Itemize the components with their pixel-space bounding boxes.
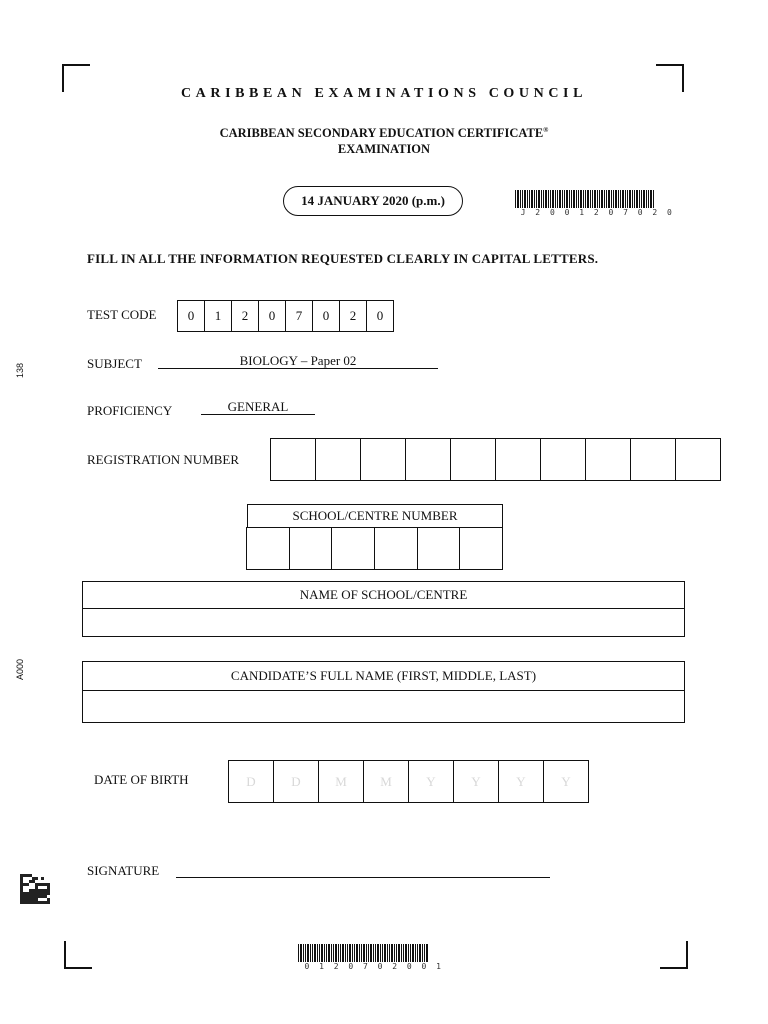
dob-cell[interactable]: M (363, 760, 409, 803)
candidate-name-box (82, 661, 685, 723)
test-code-digit: 0 (366, 300, 394, 332)
dob-cell[interactable]: Y (408, 760, 454, 803)
dob-cell[interactable]: Y (453, 760, 499, 803)
barcode-bar (643, 190, 645, 208)
school-name-box (82, 581, 685, 637)
barcode-bar (394, 944, 395, 962)
barcode-bar (422, 944, 423, 962)
barcode-bar (387, 944, 388, 962)
test-code-boxes (178, 300, 394, 332)
barcode-bar (650, 190, 652, 208)
barcode-bar (585, 190, 586, 208)
signature-label: SIGNATURE (87, 863, 160, 878)
school-centre-number-cell[interactable] (374, 527, 418, 570)
barcode-bar (314, 944, 316, 962)
barcode-bar (412, 944, 414, 962)
barcode-bar (583, 190, 584, 208)
barcode-bar (615, 190, 617, 208)
date-of-birth-boxes[interactable] (229, 760, 589, 803)
barcode-bar (305, 944, 306, 962)
exam-date-badge: 14 JANUARY 2020 (p.m.) (283, 186, 463, 216)
crop-mark-bottom-left (64, 941, 92, 969)
test-code-digit: 0 (312, 300, 340, 332)
barcode-bar (646, 190, 647, 208)
school-centre-number-label: SCHOOL/CENTRE NUMBER (247, 504, 503, 527)
barcode-bar (571, 190, 572, 208)
barcode-bar (590, 190, 591, 208)
barcode-bar (380, 944, 381, 962)
data-matrix-code (20, 874, 50, 904)
dob-cell[interactable]: M (318, 760, 364, 803)
barcode-bar (562, 190, 563, 208)
top-barcode-text: J 2 0 0 1 2 0 7 0 2 0 (520, 208, 675, 217)
subject-label: SUBJECT (87, 356, 142, 371)
date-of-birth-label: DATE OF BIRTH (94, 772, 189, 787)
barcode-bar (389, 944, 390, 962)
barcode-bar (620, 190, 621, 208)
candidate-name-label: CANDIDATE’S FULL NAME (FIRST, MIDDLE, LAST) (83, 662, 684, 691)
school-centre-number-cells[interactable] (247, 527, 503, 570)
barcode-bar (632, 190, 633, 208)
barcode-bar (359, 944, 360, 962)
barcode-bar (566, 190, 568, 208)
registration-number-cell[interactable] (270, 438, 316, 481)
school-centre-number-cell[interactable] (459, 527, 503, 570)
barcode-bar (534, 190, 535, 208)
barcode-bar (338, 944, 339, 962)
dob-cell[interactable]: D (273, 760, 319, 803)
barcode-bar (398, 944, 400, 962)
barcode-bar (576, 190, 577, 208)
test-code-digit: 0 (177, 300, 205, 332)
barcode-bar (636, 190, 638, 208)
barcode-bar (578, 190, 579, 208)
barcode-bar (303, 944, 304, 962)
crop-mark-bottom-right (660, 941, 688, 969)
registration-number-cell[interactable] (405, 438, 451, 481)
barcode-bar (569, 190, 570, 208)
test-code-digit: 7 (285, 300, 313, 332)
barcode-bar (424, 944, 425, 962)
barcode-bar (347, 944, 348, 962)
barcode-bar (300, 944, 302, 962)
test-code-digit: 2 (339, 300, 367, 332)
barcode-bar (333, 944, 334, 962)
registration-number-cell[interactable] (360, 438, 406, 481)
barcode-bar (345, 944, 346, 962)
bottom-barcode-text: 0 1 2 0 7 0 2 0 0 1 (304, 962, 444, 971)
barcode-bar (634, 190, 635, 208)
barcode-bar (298, 944, 299, 962)
barcode-bar (328, 944, 330, 962)
barcode-bar (604, 190, 605, 208)
dob-cell[interactable]: D (228, 760, 274, 803)
registration-number-cell[interactable] (450, 438, 496, 481)
margin-form-code: A000 (15, 658, 25, 680)
school-name-field[interactable] (83, 609, 684, 635)
margin-page-code: 138 (15, 362, 25, 378)
barcode-bar (324, 944, 325, 962)
barcode-bar (426, 944, 428, 962)
barcode-bar (641, 190, 642, 208)
barcode-bar (639, 190, 640, 208)
test-code-digit: 1 (204, 300, 232, 332)
top-barcode (515, 190, 680, 217)
barcode-bar (601, 190, 603, 208)
barcode-bar (538, 190, 540, 208)
barcode-bar (648, 190, 649, 208)
barcode-bar (391, 944, 393, 962)
barcode-bar (606, 190, 607, 208)
barcode-bar (629, 190, 631, 208)
instruction-text: FILL IN ALL THE INFORMATION REQUESTED CLEARLY IN CAPITAL LETTERS. (87, 251, 599, 266)
barcode-bar (653, 190, 654, 208)
test-code-digit: 2 (231, 300, 259, 332)
barcode-bar (382, 944, 383, 962)
barcode-bar (594, 190, 596, 208)
barcode-bar (618, 190, 619, 208)
barcode-bar (361, 944, 362, 962)
barcode-bar (559, 190, 561, 208)
barcode-bar (312, 944, 313, 962)
barcode-bar (520, 190, 521, 208)
barcode-bar (410, 944, 411, 962)
barcode-bar (419, 944, 421, 962)
barcode-bar (529, 190, 530, 208)
barcode-bar (342, 944, 344, 962)
subject-field: BIOLOGY – Paper 02 (158, 353, 438, 369)
test-code-digit: 0 (258, 300, 286, 332)
barcode-bar (373, 944, 374, 962)
registration-number-cell[interactable] (540, 438, 586, 481)
school-centre-number-cell[interactable] (331, 527, 375, 570)
barcode-bar (415, 944, 416, 962)
barcode-bar (352, 944, 353, 962)
test-code-label: TEST CODE (87, 307, 157, 322)
barcode-bar (622, 190, 624, 208)
registration-number-cell[interactable] (630, 438, 676, 481)
barcode-bar (557, 190, 558, 208)
barcode-bar (401, 944, 402, 962)
barcode-bar (403, 944, 404, 962)
barcode-bar (548, 190, 549, 208)
candidate-name-field[interactable] (83, 691, 684, 721)
registration-number-cell[interactable] (495, 438, 541, 481)
barcode-bar (587, 190, 589, 208)
barcode-bar (417, 944, 418, 962)
barcode-bar (363, 944, 365, 962)
matrix-module (47, 901, 50, 904)
barcode-bar (545, 190, 547, 208)
proficiency-label: PROFICIENCY (87, 403, 173, 418)
barcode-bar (599, 190, 600, 208)
barcode-bar (592, 190, 593, 208)
barcode-bar (627, 190, 628, 208)
barcode-bar (319, 944, 320, 962)
dob-cell[interactable]: Y (498, 760, 544, 803)
barcode-bar (625, 190, 626, 208)
registration-number-cell[interactable] (315, 438, 361, 481)
bottom-barcode (298, 944, 450, 971)
signature-line[interactable] (176, 877, 550, 878)
barcode-bar (396, 944, 397, 962)
barcode-bar (613, 190, 614, 208)
barcode-bar (573, 190, 575, 208)
barcode-bar (354, 944, 355, 962)
barcode-bar (611, 190, 612, 208)
barcode-bar (531, 190, 533, 208)
registration-number-label: REGISTRATION NUMBER (87, 452, 240, 467)
dob-cell[interactable]: Y (543, 760, 589, 803)
barcode-bar (597, 190, 598, 208)
barcode-bar (543, 190, 544, 208)
barcode-bar (366, 944, 367, 962)
barcode-bar (317, 944, 318, 962)
school-centre-number-cell[interactable] (246, 527, 290, 570)
proficiency-field: GENERAL (201, 399, 315, 415)
council-title: CARIBBEAN EXAMINATIONS COUNCIL (180, 86, 588, 101)
barcode-bar (524, 190, 526, 208)
barcode-bar (555, 190, 556, 208)
school-name-label: NAME OF SCHOOL/CENTRE (83, 582, 684, 609)
barcode-bar (408, 944, 409, 962)
barcode-bar (405, 944, 407, 962)
barcode-bar (517, 190, 519, 208)
registration-number-cell[interactable] (585, 438, 631, 481)
registration-number-boxes[interactable] (271, 438, 721, 481)
barcode-bar (384, 944, 386, 962)
barcode-bar (356, 944, 358, 962)
barcode-bar (550, 190, 551, 208)
barcode-bar (331, 944, 332, 962)
barcode-bar (608, 190, 610, 208)
school-centre-number-cell[interactable] (417, 527, 461, 570)
barcode-bar (541, 190, 542, 208)
barcode-bar (335, 944, 337, 962)
barcode-bar (368, 944, 369, 962)
certificate-title: CARIBBEAN SECONDARY EDUCATION CERTIFICATE® EXAMINATION (219, 126, 549, 157)
barcode-bar (527, 190, 528, 208)
barcode-bar (536, 190, 537, 208)
barcode-bar (326, 944, 327, 962)
barcode-bar (515, 190, 516, 208)
barcode-bar (349, 944, 351, 962)
registration-number-cell[interactable] (675, 438, 721, 481)
barcode-bar (552, 190, 554, 208)
school-centre-number-box (247, 504, 503, 570)
barcode-bar (522, 190, 523, 208)
school-centre-number-cell[interactable] (289, 527, 333, 570)
barcode-bar (307, 944, 309, 962)
barcode-bar (580, 190, 582, 208)
barcode-bar (340, 944, 341, 962)
barcode-bar (375, 944, 376, 962)
barcode-bar (321, 944, 323, 962)
barcode-bar (564, 190, 565, 208)
barcode-bar (310, 944, 311, 962)
barcode-bar (377, 944, 379, 962)
barcode-bar (370, 944, 372, 962)
